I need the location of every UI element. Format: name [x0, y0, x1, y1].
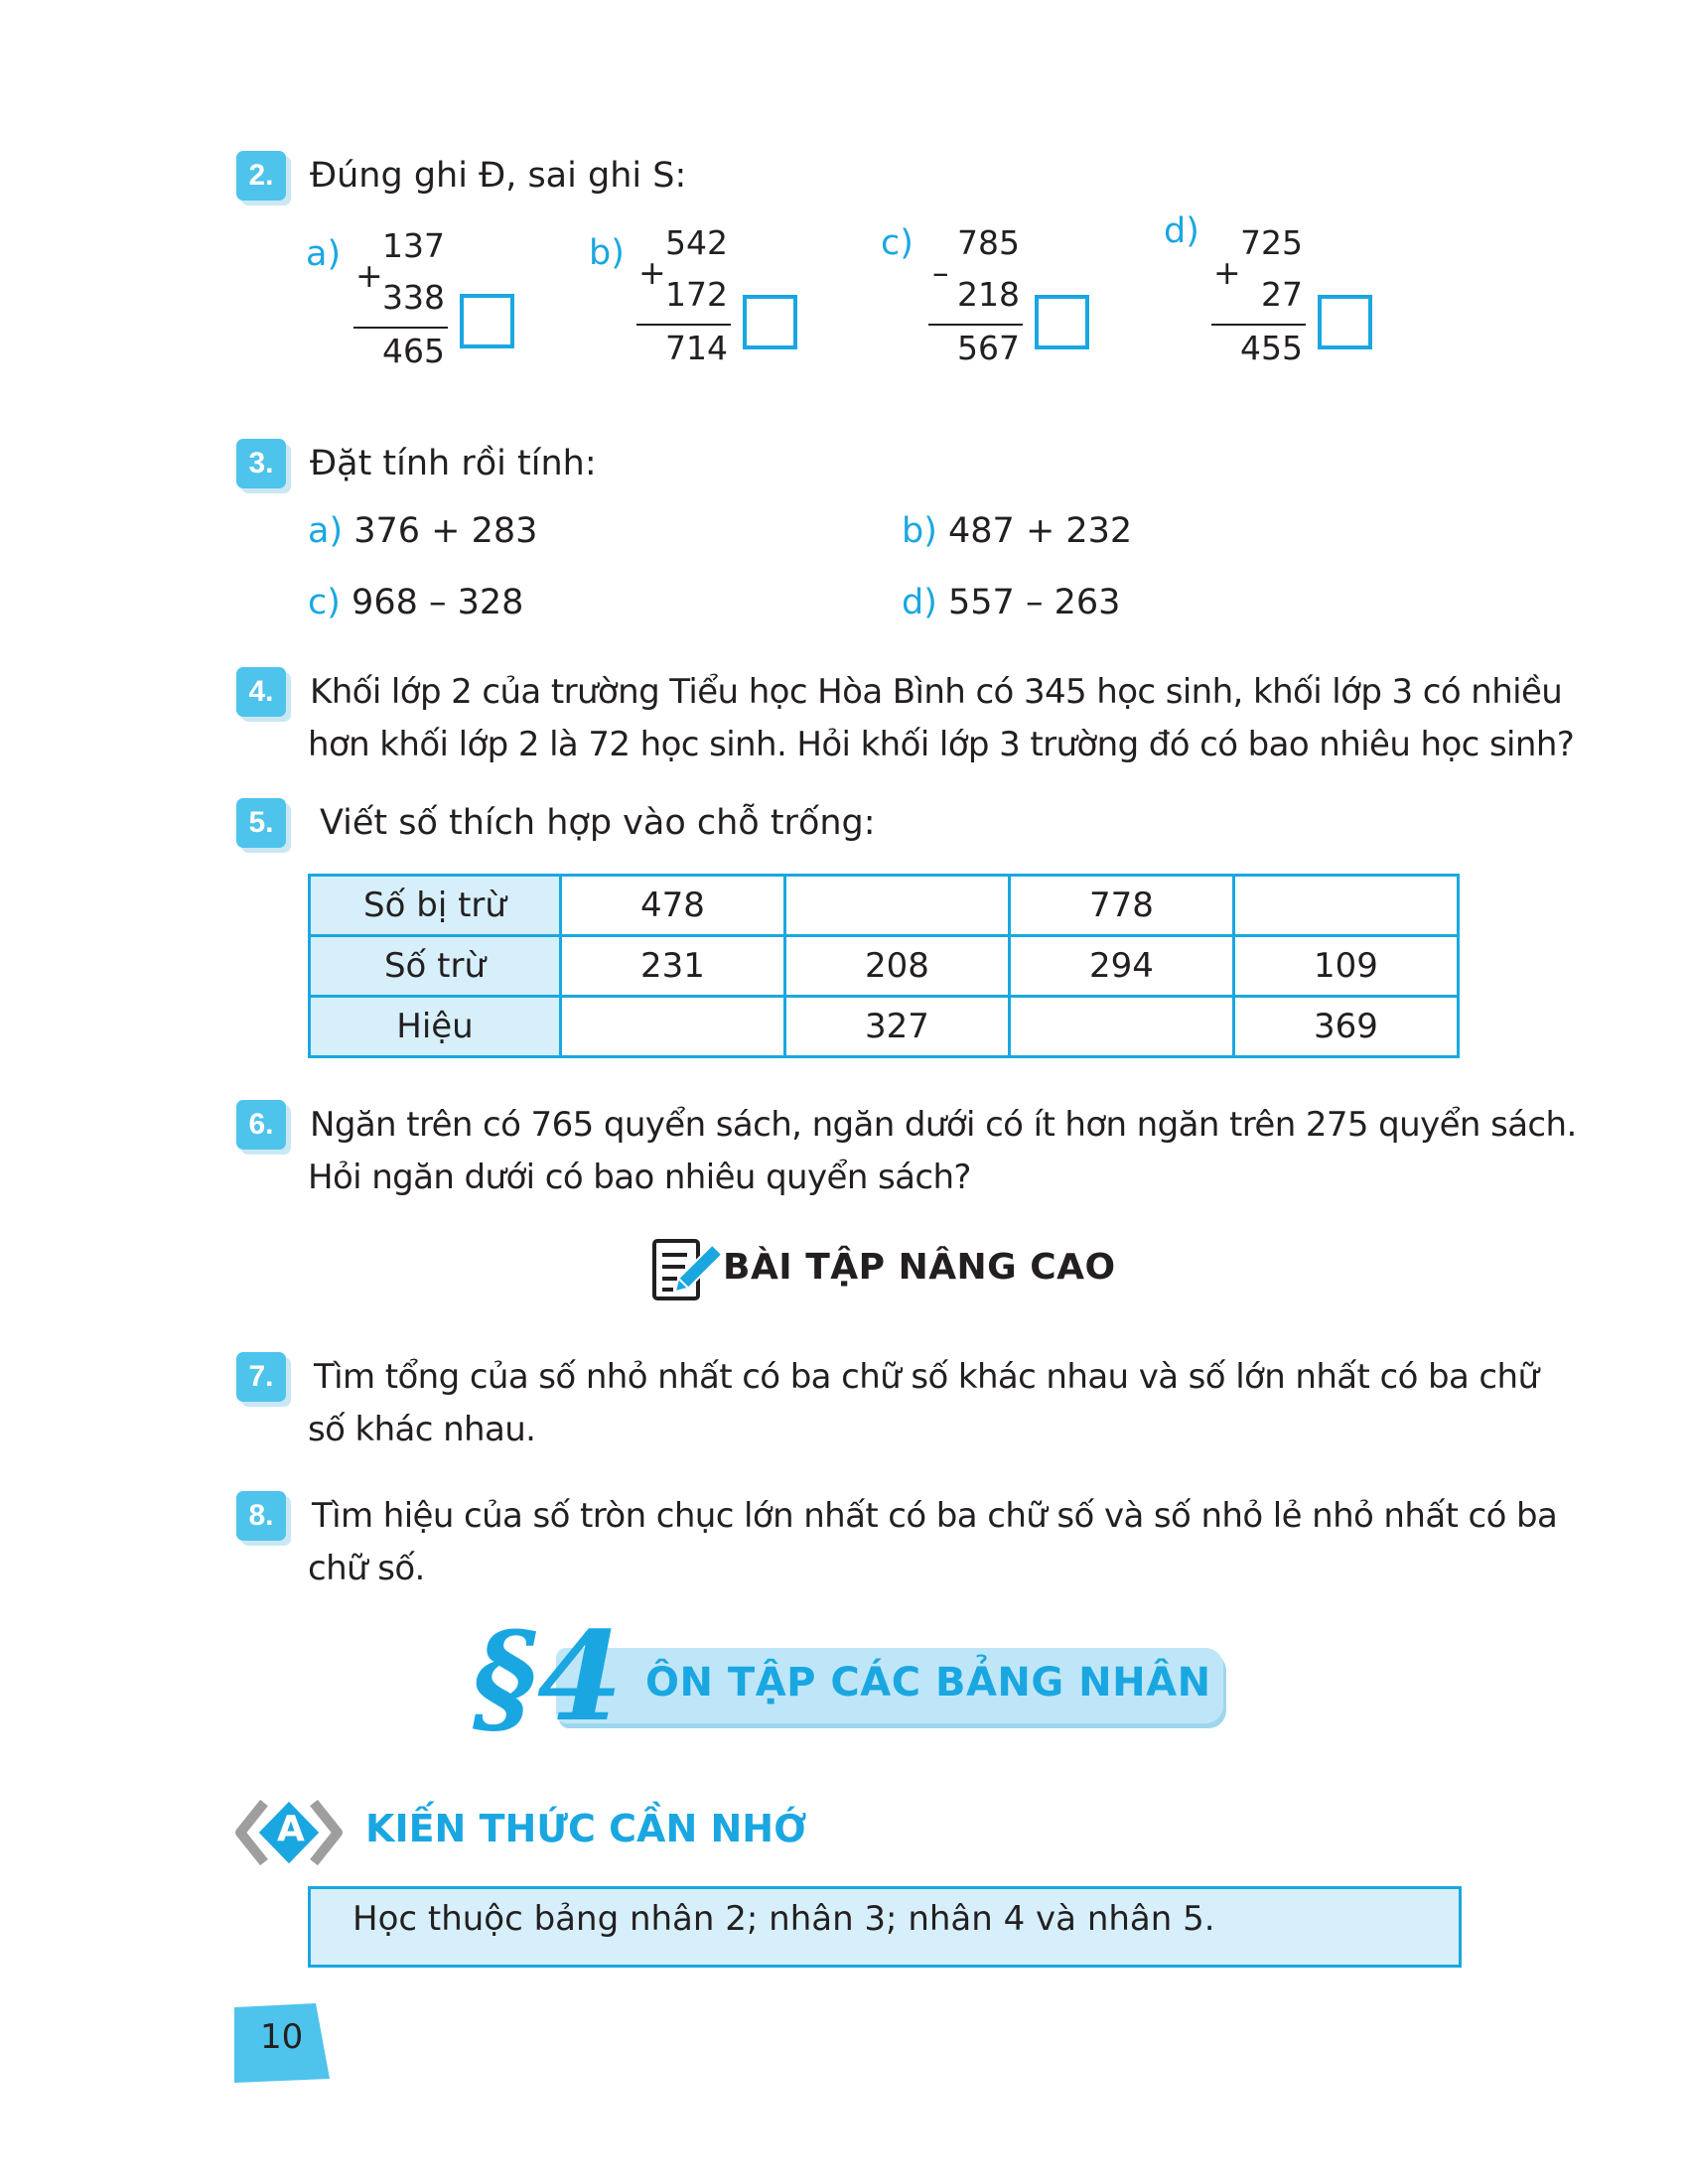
item-expr: 376 + 283	[353, 511, 538, 551]
calc-bottom: 27	[1261, 275, 1303, 314]
calc-bar	[353, 327, 448, 329]
table-cell-blank[interactable]	[1010, 997, 1234, 1057]
exercise-3-item-b	[902, 504, 1132, 558]
table-cell-blank[interactable]	[561, 997, 785, 1057]
table-row	[310, 936, 1459, 997]
exercise-4-badge: 4.	[236, 667, 286, 717]
item-label: c)	[308, 583, 341, 622]
exercise-3-item-c	[308, 576, 523, 629]
exercise-2-prompt: Đúng ghi Đ, sai ghi S:	[310, 156, 687, 196]
table-row	[310, 997, 1459, 1057]
item-label: a)	[308, 511, 344, 551]
calc-label: d)	[1164, 211, 1199, 251]
knowledge-title: KIẾN THỨC CẦN NHỚ	[365, 1807, 807, 1850]
exercise-3-badge: 3.	[236, 439, 286, 488]
exercise-3-item-d	[902, 576, 1120, 629]
item-expr: 968 – 328	[352, 583, 524, 622]
item-expr: 487 + 232	[948, 511, 1133, 551]
calc-b	[589, 223, 817, 372]
calc-a	[306, 226, 534, 375]
exercise-7-line-1: Tìm tổng của số nhỏ nhất có ba chữ số khác nhau và số lớn nhất có ba chữ	[314, 1357, 1539, 1397]
calc-result: 465	[382, 332, 445, 370]
calc-sign: +	[638, 253, 666, 292]
calc-bottom: 338	[382, 278, 445, 317]
calc-bottom: 218	[957, 275, 1020, 314]
table-cell: 369	[1234, 997, 1459, 1057]
answer-box[interactable]	[743, 295, 797, 349]
exercise-8-badge: 8.	[236, 1491, 286, 1541]
calc-sign: +	[1213, 253, 1241, 292]
table-cell: 109	[1234, 936, 1459, 997]
exercise-5-badge: 5.	[236, 798, 286, 848]
row-header: Hiệu	[310, 997, 561, 1057]
calc-top: 137	[382, 226, 445, 265]
table-cell-blank[interactable]	[785, 876, 1010, 936]
row-header: Số bị trừ	[310, 876, 561, 936]
calc-sign: –	[932, 253, 949, 292]
answer-box[interactable]	[1035, 295, 1089, 349]
answer-box[interactable]	[1318, 295, 1372, 349]
exercise-6-badge: 6.	[236, 1100, 286, 1150]
exercise-3-item-a	[308, 504, 537, 558]
calc-bottom: 172	[665, 275, 728, 314]
calc-c	[881, 223, 1109, 372]
calc-label: b)	[589, 233, 625, 273]
section-a-badge-letter: A	[277, 1809, 305, 1849]
table-cell: 778	[1010, 876, 1234, 936]
item-label: b)	[902, 511, 937, 551]
item-label: d)	[902, 583, 937, 622]
calc-result: 455	[1240, 329, 1303, 367]
page-number: 10	[260, 2017, 304, 2057]
exercise-7-badge: 7.	[236, 1352, 286, 1402]
calc-label: c)	[881, 223, 914, 263]
calc-label: a)	[306, 234, 342, 274]
table-cell: 478	[561, 876, 785, 936]
exercise-4-line-2: hơn khối lớp 2 là 72 học sinh. Hỏi khối lớp 3 trường đó có bao nhiêu học sinh?	[308, 725, 1575, 764]
exercise-5-prompt: Viết số thích hợp vào chỗ trống:	[320, 803, 876, 843]
calc-result: 567	[957, 329, 1020, 367]
section-number: §4	[473, 1605, 624, 1749]
table-row	[310, 876, 1459, 936]
table-cell: 231	[561, 936, 785, 997]
calc-bar	[928, 324, 1023, 326]
exercise-8-line-2: chữ số.	[308, 1549, 425, 1588]
calc-top: 725	[1240, 223, 1303, 262]
exercise-3-prompt: Đặt tính rồi tính:	[310, 444, 597, 483]
item-expr: 557 – 263	[948, 583, 1121, 622]
advanced-exercises-title: BÀI TẬP NÂNG CAO	[723, 1247, 1116, 1288]
table-cell: 294	[1010, 936, 1234, 997]
calc-bar	[636, 324, 731, 326]
calc-d	[1164, 211, 1392, 372]
calc-result: 714	[665, 329, 728, 367]
calc-top: 542	[665, 223, 728, 262]
table-cell-blank[interactable]	[1234, 876, 1459, 936]
calc-bar	[1211, 324, 1306, 326]
answer-box[interactable]	[460, 294, 514, 348]
exercise-8-line-1: Tìm hiệu của số tròn chục lớn nhất có ba chữ số và số nhỏ lẻ nhỏ nhất có ba	[312, 1496, 1558, 1536]
knowledge-content: Học thuộc bảng nhân 2; nhân 3; nhân 4 và nhân 5.	[352, 1899, 1215, 1939]
exercise-6-line-2: Hỏi ngăn dưới có bao nhiêu quyển sách?	[308, 1158, 971, 1197]
subtraction-table	[308, 874, 1460, 1058]
exercise-4-line-1: Khối lớp 2 của trường Tiểu học Hòa Bình có 345 học sinh, khối lớp 3 có nhiều	[310, 672, 1563, 712]
row-header: Số trừ	[310, 936, 561, 997]
table-cell: 208	[785, 936, 1010, 997]
edit-notebook-icon	[651, 1237, 721, 1302]
exercise-7-line-2: số khác nhau.	[308, 1410, 536, 1449]
section-title: ÔN TẬP CÁC BẢNG NHÂN	[645, 1660, 1211, 1706]
exercise-2-badge: 2.	[236, 151, 286, 201]
exercise-6-line-1: Ngăn trên có 765 quyển sách, ngăn dưới có ít hơn ngăn trên 275 quyển sách.	[310, 1105, 1577, 1145]
table-cell: 327	[785, 997, 1010, 1057]
calc-top: 785	[957, 223, 1020, 262]
calc-sign: +	[355, 256, 383, 295]
